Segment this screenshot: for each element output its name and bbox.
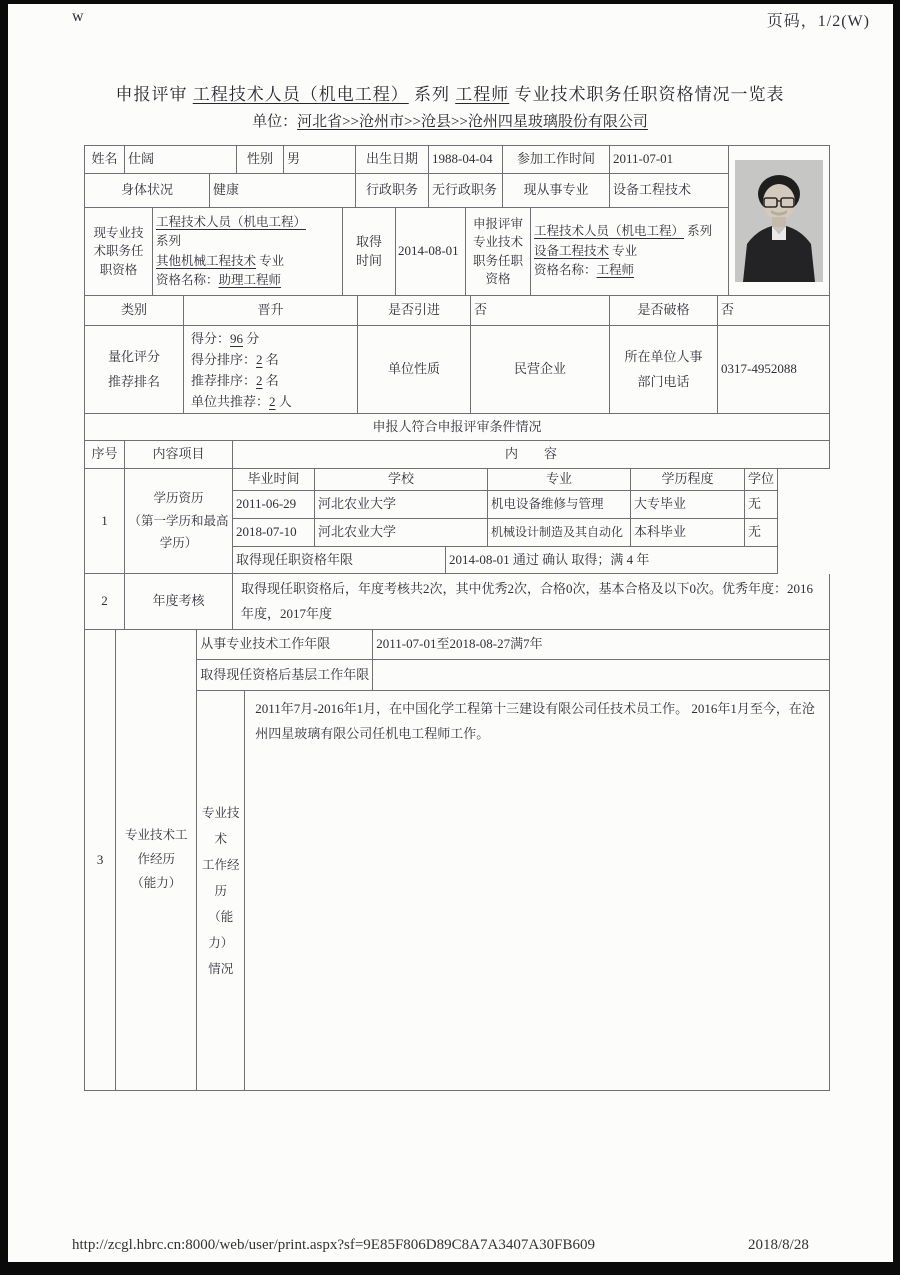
title-rank-underlined: 工程师 — [455, 85, 510, 104]
row-health — [85, 174, 729, 208]
current-qual-label: 现专业技术职务任职资格 — [85, 208, 153, 296]
name-label: 姓名 — [85, 146, 125, 174]
applied-qual-specialty: 设备工程技术 — [534, 243, 610, 258]
applied-qual-series: 工程技术人员（机电工程） — [534, 224, 685, 239]
category-label: 类别 — [85, 296, 184, 326]
section2-label: 年度考核 — [125, 574, 233, 630]
applied-qual-label: 申报评审专业技术职务任职资格 — [466, 208, 531, 296]
hr-phone-value: 0317-4952088 — [718, 326, 830, 414]
unit-line — [0, 110, 900, 131]
edu-col-degree-level: 学历程度 — [631, 469, 745, 491]
base-years-value — [373, 660, 830, 691]
unit-type-label: 单位性质 — [358, 326, 471, 414]
score-row — [85, 326, 830, 414]
name-value: 仕阔 — [125, 146, 237, 174]
current-qual-specialty-suffix: 专业 — [256, 253, 285, 268]
education-table — [233, 469, 778, 574]
corner-mark: w — [72, 8, 84, 25]
unit-value: 河北省>>沧州市>>沧县>>沧州四星玻璃股份有限公司 — [297, 114, 648, 130]
conditions-header: 申报人符合申报评审条件情况 — [85, 414, 830, 441]
footer-date: 2018/8/28 — [748, 1237, 809, 1253]
work-years-label: 从事专业技术工作年限 — [197, 630, 373, 660]
gender-value: 男 — [284, 146, 356, 174]
work-years-row — [197, 630, 830, 660]
page-number: 页码，1/2(W) — [766, 13, 870, 30]
health-label: 身体状况 — [85, 174, 210, 208]
section3-content — [197, 630, 830, 1091]
applied-qual-cert-label: 资格名称： — [534, 263, 597, 278]
current-qual-cert-name: 助理工程师 — [218, 272, 282, 287]
import-value: 否 — [471, 296, 610, 326]
row-name — [85, 146, 729, 174]
section2-review — [85, 574, 830, 630]
import-label: 是否引进 — [358, 296, 471, 326]
edu-col-degree: 学位 — [745, 469, 778, 491]
section1-label: 学历资历 （第一学历和最高 学历） — [125, 469, 233, 574]
scan-border-right — [893, 0, 900, 1275]
obtain-time-value: 2014-08-01 — [396, 208, 466, 296]
score-rank-value: 2 — [256, 351, 263, 367]
experience-vertical-label: 专业技 术 工作经 历 （能 力） 情况 — [197, 691, 245, 1091]
photo-cell — [729, 146, 830, 296]
section1-index: 1 — [85, 469, 125, 574]
obtain-time-label: 取得 时间 — [343, 208, 396, 296]
current-qual-series-suffix: 系列 — [156, 234, 182, 249]
profession-value: 设备工程技术 — [610, 174, 729, 208]
current-qual-cert-label: 资格名称： — [156, 272, 219, 287]
score-block-label: 量化评分 推荐排名 — [85, 326, 184, 414]
recommend-rank-value: 2 — [256, 372, 263, 388]
category-value: 晋升 — [184, 296, 358, 326]
current-qual-specialty: 其他机械工程技术 — [156, 253, 257, 268]
section3-experience — [85, 630, 830, 1091]
footer-url: http://zcgl.hbrc.cn:8000/web/user/print.aspx?sf=9E85F806D89C8A7A3407A30FB609 — [72, 1237, 595, 1253]
category-row — [85, 296, 830, 326]
experience-row — [197, 691, 830, 1091]
exception-value: 否 — [718, 296, 830, 326]
applied-qual-specialty-suffix: 专业 — [609, 243, 638, 258]
index-header: 序号 — [85, 441, 125, 469]
applied-qual-cert-name: 工程师 — [596, 263, 635, 278]
current-qual-content — [153, 208, 343, 296]
birth-value: 1988-04-04 — [429, 146, 503, 174]
basic-info-block — [85, 146, 830, 296]
admin-value: 无行政职务 — [429, 174, 503, 208]
scan-border-top — [0, 0, 900, 4]
birth-label: 出生日期 — [356, 146, 429, 174]
current-qual-series: 工程技术人员（机电工程） — [156, 214, 307, 229]
content-header-row — [85, 441, 830, 469]
edu-col-school: 学校 — [315, 469, 488, 491]
education-header-row — [233, 469, 778, 491]
title-prefix: 申报评审 — [115, 85, 193, 104]
work-start-label: 参加工作时间 — [503, 146, 610, 174]
main-form-table — [84, 145, 830, 1091]
section1-education — [85, 469, 830, 574]
section3-label: 专业技术工作经历 （能力） — [116, 630, 197, 1091]
section2-content: 取得现任职资格后，年度考核共2次，其中优秀2次，合格0次，基本合格及以下0次。优秀年度：2016年度，2017年度 — [233, 574, 830, 630]
tenure-label: 取得现任职资格年限 — [233, 547, 446, 574]
hr-phone-label: 所在单位人事 部门电话 — [610, 326, 718, 414]
health-value: 健康 — [210, 174, 356, 208]
base-years-label: 取得现任资格后基层工作年限 — [197, 660, 373, 691]
row-qualification — [85, 208, 729, 296]
section3-index: 3 — [85, 630, 116, 1091]
tenure-value: 2014-08-01 通过 确认 取得；满 4 年 — [446, 547, 778, 574]
profession-label: 现从事专业 — [503, 174, 610, 208]
score-value: 96 — [230, 330, 244, 346]
work-years-value: 2011-07-01至2018-08-27满7年 — [373, 630, 830, 660]
title-series-underlined: 工程技术人员（机电工程） — [192, 85, 409, 104]
tenure-row — [233, 547, 778, 574]
applied-qual-content — [531, 208, 729, 296]
edu-col-major: 专业 — [488, 469, 631, 491]
work-start-value: 2011-07-01 — [610, 146, 729, 174]
unit-label: 单位： — [252, 114, 298, 130]
scan-border-bottom — [0, 1262, 900, 1275]
unit-type-value: 民营企业 — [471, 326, 610, 414]
applied-qual-series-suffix: 系列 — [684, 224, 713, 239]
title-suffix: 专业技术职务任职资格情况一览表 — [509, 85, 785, 104]
education-row: 2018-07-10 河北农业大学 机械设计制造及其自动化 本科毕业 无 — [233, 519, 778, 547]
base-years-row — [197, 660, 830, 691]
applicant-photo — [735, 160, 823, 282]
content-header: 内 容 — [233, 441, 830, 469]
section2-index: 2 — [85, 574, 125, 630]
title-mid: 系列 — [408, 85, 456, 104]
experience-text: 2011年7月-2016年1月，在中国化学工程第十三建设有限公司任技术员工作。 2016年1月至今，在沧州四星玻璃有限公司任机电工程师工作。 — [245, 691, 830, 1091]
unit-total-value: 2 — [269, 393, 276, 409]
conditions-header-row — [85, 414, 830, 441]
scan-border-left — [0, 0, 8, 1275]
education-row: 2011-06-29 河北农业大学 机电设备维修与管理 大专毕业 无 — [233, 491, 778, 519]
item-header: 内容项目 — [125, 441, 233, 469]
document-title — [0, 80, 900, 105]
gender-label: 性别 — [237, 146, 284, 174]
edu-col-date: 毕业时间 — [233, 469, 315, 491]
exception-label: 是否破格 — [610, 296, 718, 326]
admin-label: 行政职务 — [356, 174, 429, 208]
score-details: 得分：96 分 得分排序：2 名 推荐排序：2 名 单位共推荐：2 人 — [184, 326, 358, 414]
